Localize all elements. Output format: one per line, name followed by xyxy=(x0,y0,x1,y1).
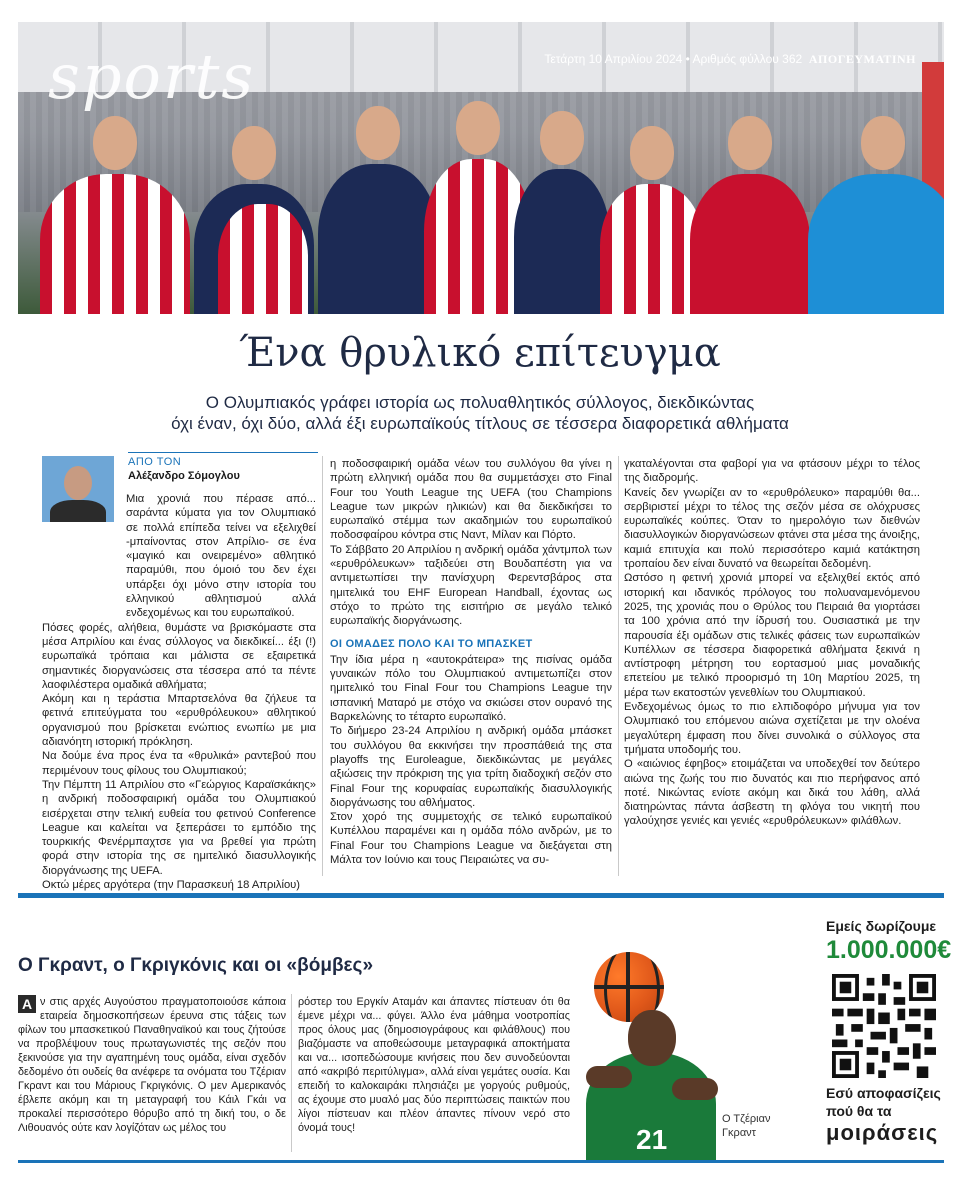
paragraph: Ο «αιώνιος έφηβος» ετοιμάζεται να υποδεχθεί τον δεύτερο αιώνα της ζωής του πιο δυνατός και πιο περήφανος από ποτέ. Νικώντας ενίοτε ακόμη και δικά του λάθη, αλλά διατηρώντας πάντα άσβεστη τη φλόγα του νικητή που γαλούχησε γενιές και γενιές «ερυθρόλευκων» φιλάθλων. xyxy=(624,758,920,828)
player-figure xyxy=(600,184,704,314)
newspaper-brand: ΑΠΟΓΕΥΜΑΤΙΝΗ xyxy=(808,52,916,66)
paragraph: γκαταλέγονται στα φαβορί για να φτάσουν μέχρι το τέλος της διαδρομής. xyxy=(624,458,920,485)
article-column-2 xyxy=(330,457,612,867)
caption-line-2: Γκραντ xyxy=(722,1127,757,1139)
player-figure xyxy=(218,204,308,314)
author-rule xyxy=(128,452,318,453)
paragraph: η ποδοσφαιρική ομάδα νέων του συλλόγου θα γίνει η πρώτη ελληνική ομάδα που θα συμμετάσχει στο Final Four του Youth League της UEFA (του Champions League των μικρών ηλικιών) και θα διεκδικήσει το ευρωπαϊκό στέμμα των ακαδημιών του ευρωπαϊκού ποδοσφαίρου κόντρα στις Ναντ, Μίλαν και Πόρτο. xyxy=(330,458,612,542)
paragraph: Μια χρονιά που πέρασε από... σαράντα κύματα για τον Ολυμπιακό σε πολλά επίπεδα τείνει να εξελιχθεί -μπαίνοντας στον Απρίλιο- σε ένα «μαγικό και ονειρεμένο» αθλητικό παραμύθι, που όμοιό του δεν έχει υπάρξει όχι μόνο στην ιστορία του ελληνικού αθλητισμού αλλά ενδεχομένως και του ευρωπαϊκού. xyxy=(126,493,316,620)
column-divider xyxy=(618,456,619,876)
player-arm xyxy=(586,1066,632,1088)
player-figure xyxy=(318,164,438,314)
column-divider xyxy=(322,456,323,876)
paragraph: Το διήμερο 23-24 Απριλίου η ανδρική ομάδα μπάσκετ του συλλόγου θα εκκινήσει την προσπάθειά της στα playoffs της Euroleague, διεκδικώντας με μεγάλες αξιώσεις την πρόκριση της για τρίτη διαδοχική σεζόν στο Final Four της κορυφαίας ευρωπαϊκής διασυλλογικής διοργάνωσης του αθλήματος. xyxy=(330,725,612,809)
section-subheading: ΟΙ ΟΜΑΔΕΣ ΠΟΛΟ ΚΑΙ ΤΟ ΜΠΑΣΚΕΤ xyxy=(330,637,533,650)
player-arm xyxy=(672,1078,718,1100)
subtitle-line-2: όχι έναν, όχι δύο, αλλά έξι ευρωπαϊκούς τίτλους σε τέσσερα διαφορετικά αθλήματα xyxy=(171,414,789,433)
promo-line-3: μοιράσεις xyxy=(826,1120,939,1145)
player-figure xyxy=(690,174,810,314)
subtitle-line-1: Ο Ολυμπιακός γράφει ιστορία ως πολυαθλητικός σύλλογος, διεκδικώντας xyxy=(205,393,755,412)
article2-title: Ο Γκραντ, ο Γκριγκόνις και οι «βόμβες» xyxy=(18,955,374,976)
paragraph: Να δούμε ένα προς ένα τα «θρυλικά» ραντεβού που περιμένουν τους φίλους του Ολυμπιακού; xyxy=(42,750,316,777)
paragraph: Πόσες φορές, αλήθεια, θυμάστε να βρισκόμαστε στα μέσα Απριλίου και ένας σύλλογος να διεκδικεί... έξι (!) ευρωπαϊκά τρόπαια και μάλιστα σε εξαιρετικά σημαντικές διοργανώσεις στα τέσσερα από τα πέντε λαοφιλέστερα ομαδικά αθλήματα; xyxy=(42,621,316,691)
paragraph: Ενδεχομένως όμως το πιο ελπιδοφόρο μήνυμα για τον Ολυμπιακό του επόμενου αιώνα σχετίζεται με την ολοένα μεγαλύτερη έμφαση που δίνει συνολικά ο σύλλογος στα τμήματα υποδομής του. xyxy=(624,701,920,756)
paragraph: Στον χορό της συμμετοχής σε τελικό ευρωπαϊκού Κυπέλλου παραμένει και η ομάδα πόλο ανδρών, με το Final Four του Champions League να διεξάγεται στη Μάλτα τον Ιούνιο και τους Πειραιώτες να συ- xyxy=(330,811,612,867)
article-column-1 xyxy=(42,492,316,892)
player-head xyxy=(628,1010,676,1066)
author-kicker: ΑΠΟ ΤΟΝ xyxy=(128,456,182,468)
article-title: Ένα θρυλικό επίτευγμα xyxy=(239,330,721,376)
paragraph: Οκτώ μέρες αργότερα (την Παρασκευή 18 Απριλίου) xyxy=(42,879,301,892)
paragraph: Την Πέμπτη 11 Απριλίου στο «Γεώργιος Καραϊσκάκης» η ανδρική ποδοσφαιρική ομάδα του Ολυμπιακού εισέρχεται στην τελική ευθεία του φετινού Conference League και καλείται να ξεπεράσει το εμπόδιο της τουρκικής Φενέρμπαχτσε για να βρεθεί για πρώτη φορά στην ιστορία της σε ημιτελικό διασυλλογικής διοργάνωσης της UEFA. xyxy=(42,778,316,877)
author-name: Αλέξανδρο Σόμογλου xyxy=(128,470,240,482)
bottom-rule xyxy=(18,1160,944,1163)
column-divider xyxy=(291,994,292,1152)
promo-line-2a: Εσύ αποφασίζεις xyxy=(826,1085,941,1101)
player-figure xyxy=(40,174,190,314)
paragraph: Ωστόσο η φετινή χρονιά μπορεί να εξελιχθεί εκτός από ιστορική και ιδανικός πρόλογος του πολυαναμενόμενου 2025, της χρονιάς που ο Θρύλος του Πειραιά θα γιορτάσει τα 100 χρόνια από την ίδρυσή του. Ουσιαστικά με την παρουσία έξι ομάδων στις τελικές φάσεις των ευρωπαϊκών Κυπέλλων σε τέσσερα διαφορετικά αθλήματα ξεκινά η αντίστροφη μέτρηση του εορτασμού μιας μοναδικής επετείου με τελικό προορισμό τη 10η Μαρτίου 2025, τη μέρα των εκατοστών γενεθλίων του Ολυμπιακού. xyxy=(624,572,920,699)
paragraph: ρόστερ του Εργκίν Αταμάν και άπαντες πίστευαν ότι θα έμενε μέχρι να... φύγει. Άλλο ένα μάθημα νοοτροπίας προς όλους μας (δημοσιογράφους και φιλάθλους) που βιαζόμαστε να αποθεώσουμε μεταγραφικά αποκτήματα και να... ισοπεδώσουμε κινήσεις που δεν συνοδεύονται από «ακριβό περιτύλιγμα», αλλά είναι γεμάτες ουσία. Και επειδή το καλοκαιράκι πλησιάζει με γοργούς ρυθμούς, ας έχουμε στο μυαλό μας δύο περιπτώσεις παικτών που λίγοι πίστευαν και πλέον άπαντες πίνουν νερό στο όνομά τους! xyxy=(298,996,570,1134)
promo-line-1: Εμείς δωρίζουμε xyxy=(826,918,937,934)
caption-line-1: Ο Τζέριαν xyxy=(722,1113,771,1125)
article2-column-2 xyxy=(298,995,570,1135)
drop-cap: Α xyxy=(18,995,36,1013)
paragraph: Κανείς δεν γνωρίζει αν το «ερυθρόλευκο» παραμύθι θα... σερβιριστεί μέχρι το τέλος της σεζόν μέσα σε ολόχρυσες ευρωπαϊκές κούπες. Όταν το ημερολόγιο των διεθνών διασυλλογικών διοργανώσεων φτάνει στα μέσα της άνοιξης, καμιά επιτυχία και πολύ περισσότερο καμιά κατάκτηση τροπαίου δεν είναι δυνατό να θεωρείται δεδομένη. xyxy=(624,486,920,571)
masthead xyxy=(544,52,916,67)
promo-amount: 1.000.000€ xyxy=(826,936,952,964)
paragraph: Το Σάββατο 20 Απριλίου η ανδρική ομάδα χάντμπολ των «ερυθρόλευκων» ταξιδεύει στη Βουδαπέστη για να αντιμετωπίσει την πανίσχυρη Φερεντσβάρος στα ημιτελικά του EHF European Handball, έχοντας ως στόχο το πρώτο της εισιτήριο σε μεγάλο τελικό ευρωπαϊκής διοργάνωσης. xyxy=(330,543,612,628)
promo-line-2 xyxy=(826,1084,941,1120)
goalkeeper-figure xyxy=(808,174,944,314)
qr-code-icon[interactable] xyxy=(830,974,938,1078)
photo-caption xyxy=(722,1112,770,1140)
hero-photo xyxy=(18,22,944,314)
section-logo: sports xyxy=(48,40,256,113)
paragraph: ν στις αρχές Αυγούστου πραγματοποιούσε κάποια εταιρεία δημοσκοπήσεων έρευνα στις τάξεις των φίλων του μπασκετικού Παναθηναϊκού και τους ζήτούσε να προβλέψουν τους πρωταγωνιστές της σεζόν που ξεκινούσε για την αγαπημένη τους ομάδα, είναι σχεδόν δεδομένο ότι ουδείς θα ανέφερε τα ονόματα του Τζέριαν Γκραντ και του Μάριους Γκριγκόνις. Ο μεν Αμερικανός έβλεπε ακόμη και τη μεταγραφή του Κάιλ Γκάι να προκαλεί περισσότερο θόρυβο από τη δική του, ο δε Λιθουανός ούτε καν λογίζόταν ως μέλος του xyxy=(18,996,286,1134)
article-column-3 xyxy=(624,457,920,829)
article-subtitle xyxy=(60,392,900,434)
jersey-number: 21 xyxy=(636,1124,668,1155)
player-figure xyxy=(514,169,610,314)
paragraph: Την ίδια μέρα η «αυτοκράτειρα» της πισίνας ομάδα γυναικών πόλο του Ολυμπιακού αντιμετωπίζει στον ημιτελικό του Final Four του Champions League την ισπανική Ματαρό με στόχο να σκιώσει στον ουρανό της Βαρκελώνης το τέταρτο ευρωπαϊκό. xyxy=(330,653,612,724)
article2-column-1 xyxy=(18,995,286,1135)
promo-line-2b: πού θα τα xyxy=(826,1103,892,1119)
paragraph: Ακόμη και η τεράστια Μπαρτσελόνα θα ζήλευε τα φετινά επιτεύγματα του «ερυθρόλευκου» αθλητικού οργανισμού που βρίσκεται ενώπιος ενωπίω με μια αδιανόητη ιστορική πρόκληση. xyxy=(42,693,316,749)
article-separator xyxy=(18,893,944,898)
dateline: Τετάρτη 10 Απριλίου 2024 • Αριθμός φύλλου 362 xyxy=(544,52,803,66)
